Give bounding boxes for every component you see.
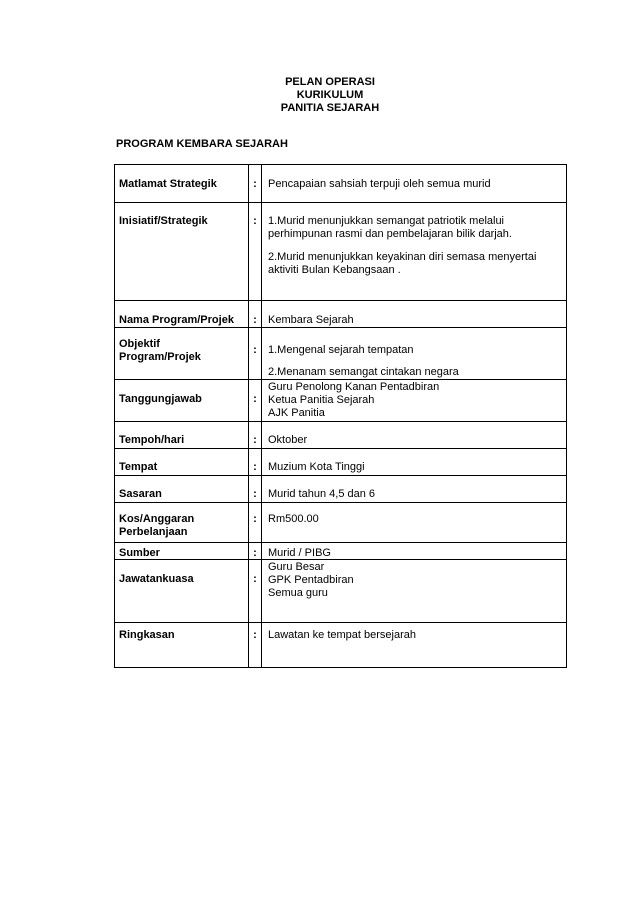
program-title: PROGRAM KEMBARA SEJARAH (116, 138, 288, 150)
value-ringkasan: Lawatan ke tempat bersejarah (268, 629, 416, 641)
row-sumber (115, 543, 567, 560)
label-jawatankuasa: Jawatankuasa (119, 573, 194, 585)
colon: : (253, 178, 257, 190)
colon: : (253, 513, 257, 525)
label-sumber: Sumber (119, 547, 160, 559)
value-sumber: Murid / PIBG (268, 547, 331, 559)
value-matlamat: Pencapaian sahsiah terpuji oleh semua murid (268, 178, 491, 190)
row-matlamat (115, 165, 567, 203)
value-nama-program: Kembara Sejarah (268, 314, 354, 326)
label-matlamat: Matlamat Strategik (119, 178, 217, 190)
label-kos-2: Perbelanjaan (119, 526, 188, 538)
colon: : (253, 314, 257, 326)
row-ringkasan (115, 623, 567, 668)
colon: : (253, 344, 257, 356)
colon: : (253, 547, 257, 559)
value-tanggungjawab-2: Ketua Panitia Sejarah (268, 394, 375, 406)
row-tanggungjawab (115, 380, 567, 422)
value-kos: Rm500.00 (268, 513, 319, 525)
row-sasaran (115, 476, 567, 503)
operation-plan-table (114, 164, 567, 668)
row-kos (115, 503, 567, 543)
label-inisiatif: Inisiatif/Strategik (119, 215, 208, 227)
label-tempat: Tempat (119, 461, 158, 473)
colon: : (253, 629, 257, 641)
colon: : (253, 573, 257, 585)
label-tanggungjawab: Tanggungjawab (119, 393, 202, 405)
header-subtitle-kurikulum: KURIKULUM (296, 89, 364, 101)
colon: : (253, 215, 257, 227)
value-inisiatif-2b: aktiviti Bulan Kebangsaan . (268, 264, 401, 276)
value-tempoh: Oktober (268, 434, 308, 446)
row-tempat (115, 449, 567, 476)
colon: : (253, 461, 257, 473)
value-tanggungjawab-1: Guru Penolong Kanan Pentadbiran (268, 381, 440, 393)
row-inisiatif (115, 203, 567, 301)
value-inisiatif-1a: 1.Murid menunjukkan semangat patriotik melalui (268, 215, 505, 227)
colon: : (253, 434, 257, 446)
label-objektif-1: Objektif (119, 338, 160, 350)
document-header (0, 76, 638, 115)
colon: : (253, 488, 257, 500)
row-tempoh (115, 422, 567, 449)
value-objektif-2: 2.Menanam semangat cintakan negara (268, 366, 459, 378)
value-jawatankuasa-2: GPK Pentadbiran (268, 574, 354, 586)
header-subtitle-panitia: PANITIA SEJARAH (280, 102, 380, 114)
label-nama-program: Nama Program/Projek (119, 314, 234, 326)
row-nama-program (115, 301, 567, 328)
value-jawatankuasa-1: Guru Besar (268, 561, 325, 573)
label-sasaran: Sasaran (119, 488, 162, 500)
row-objektif (115, 328, 567, 380)
value-jawatankuasa-3: Semua guru (268, 587, 328, 599)
header-title: PELAN OPERASI (285, 76, 375, 88)
label-tempoh: Tempoh/hari (119, 434, 185, 446)
value-sasaran: Murid tahun 4,5 dan 6 (268, 488, 376, 500)
row-jawatankuasa (115, 560, 567, 623)
value-tempat: Muzium Kota Tinggi (268, 461, 365, 473)
value-inisiatif-1b: perhimpunan rasmi dan pembelajaran bilik darjah. (268, 228, 512, 240)
value-tanggungjawab-3: AJK Panitia (268, 407, 325, 419)
label-kos-1: Kos/Anggaran (119, 513, 195, 525)
value-inisiatif-2a: 2.Murid menunjukkan keyakinan diri semasa menyertai (268, 251, 537, 263)
label-ringkasan: Ringkasan (119, 629, 175, 641)
label-objektif-2: Program/Projek (119, 351, 201, 363)
value-objektif-1: 1.Mengenal sejarah tempatan (268, 344, 414, 356)
colon: : (253, 393, 257, 405)
